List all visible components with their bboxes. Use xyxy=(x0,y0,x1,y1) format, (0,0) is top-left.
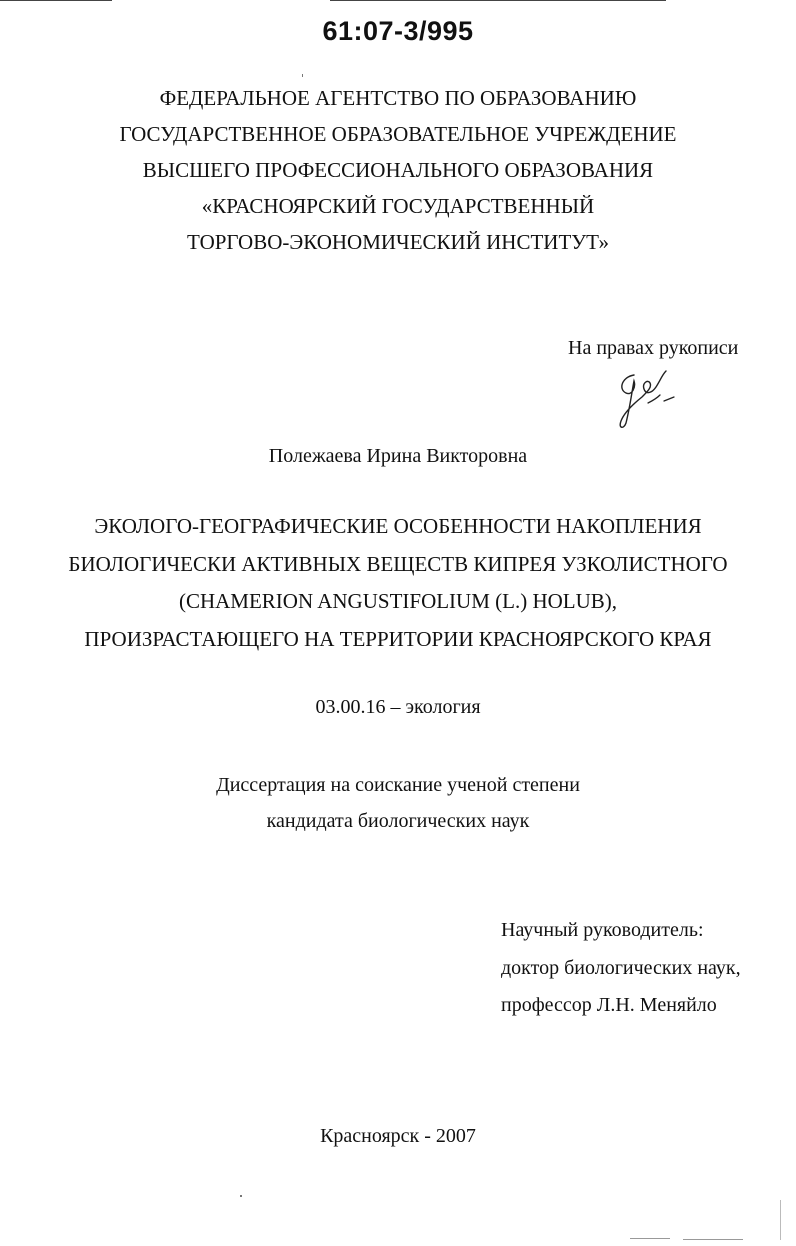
city-year: Красноярск - 2007 xyxy=(320,1125,476,1147)
scan-speck xyxy=(630,1238,670,1239)
author-name: Полежаева Ирина Викторовна xyxy=(268,445,528,467)
institution-line: ФЕДЕРАЛЬНОЕ АГЕНТСТВО ПО ОБРАЗОВАНИЮ xyxy=(159,86,637,110)
institution-line: ТОРГОВО-ЭКОНОМИЧЕСКИЙ ИНСТИТУТ» xyxy=(187,230,609,254)
scan-edge-line xyxy=(330,0,666,1)
supervisor-label: Научный руководитель: xyxy=(501,919,704,941)
thesis-title-line: БИОЛОГИЧЕСКИ АКТИВНЫХ ВЕЩЕСТВ КИПРЕЯ УЗКОЛИСТНОГО xyxy=(68,551,728,576)
scan-speck xyxy=(683,1239,743,1240)
thesis-title-line: (CHAMERION ANGUSTIFOLIUM (L.) HOLUB), xyxy=(178,589,618,613)
thesis-title-line: ПРОИЗРАСТАЮЩЕГО НА ТЕРРИТОРИИ КРАСНОЯРСКОГО КРАЯ xyxy=(84,626,712,651)
scan-edge-line xyxy=(0,0,112,1)
institution-header xyxy=(0,80,796,260)
scan-speck xyxy=(240,1195,242,1197)
thesis-title xyxy=(0,508,796,658)
thesis-title-line: ЭКОЛОГО-ГЕОГРАФИЧЕСКИЕ ОСОБЕННОСТИ НАКОПЛЕНИЯ xyxy=(94,514,702,538)
supervisor-name: профессор Л.Н. Меняйло xyxy=(501,994,717,1016)
catalog-number: 61:07-3/995 xyxy=(322,16,474,46)
institution-line: ГОСУДАРСТВЕННОЕ ОБРАЗОВАТЕЛЬНОЕ УЧРЕЖДЕНИЕ xyxy=(119,122,677,146)
dissertation-type xyxy=(0,767,796,839)
institution-line: «КРАСНОЯРСКИЙ ГОСУДАРСТВЕННЫЙ xyxy=(201,194,595,218)
supervisor-block xyxy=(501,912,741,1025)
manuscript-rights: На правах рукописи xyxy=(568,337,739,359)
dissertation-line: Диссертация на соискание ученой степени xyxy=(216,774,580,796)
institution-line: ВЫСШЕГО ПРОФЕССИОНАЛЬНОГО ОБРАЗОВАНИЯ xyxy=(142,158,654,182)
dissertation-line: кандидата биологических наук xyxy=(266,810,530,832)
scan-speck xyxy=(302,74,303,77)
scan-speck xyxy=(780,1200,781,1240)
supervisor-degree: доктор биологических наук, xyxy=(501,956,741,979)
specialty-code: 03.00.16 – экология xyxy=(315,696,481,718)
handwritten-signature xyxy=(612,367,682,433)
